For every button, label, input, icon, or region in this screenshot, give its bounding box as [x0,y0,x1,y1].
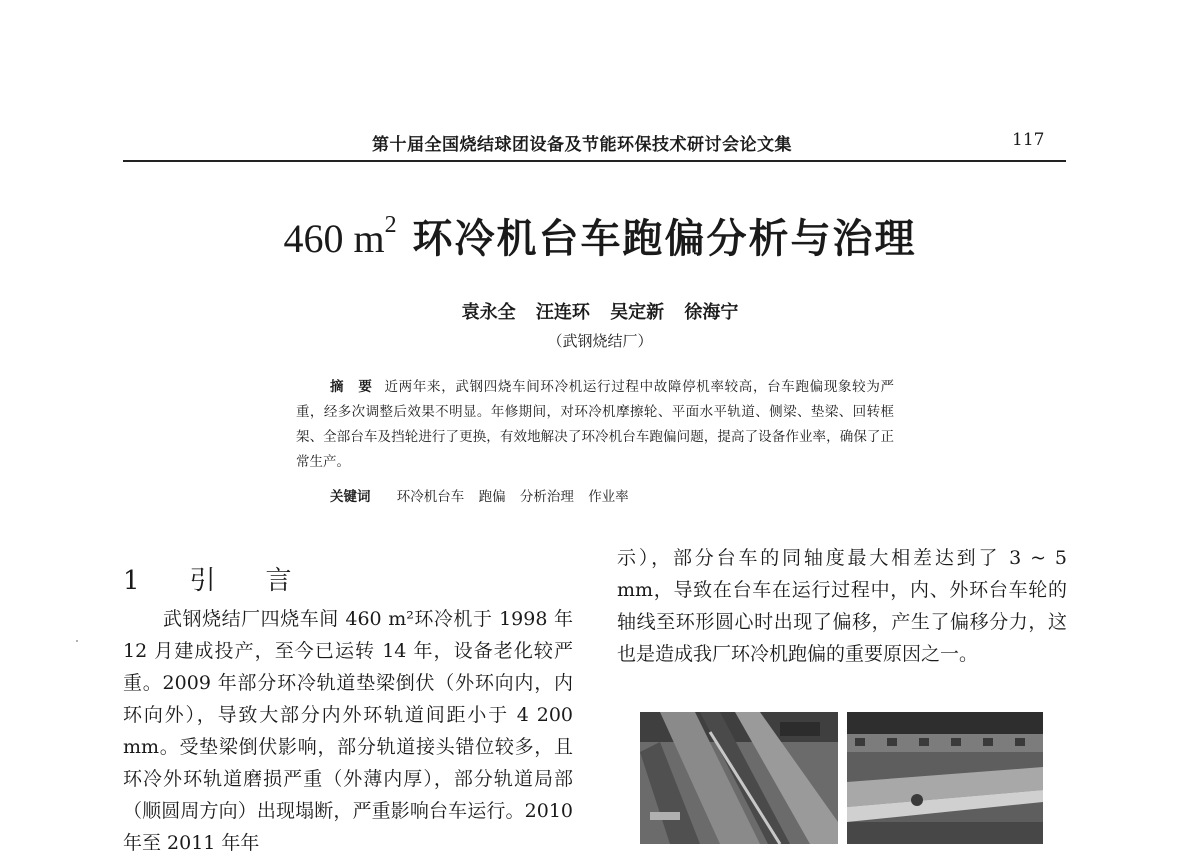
left-column-paragraph: 武钢烧结厂四烧车间 460 m²环冷机于 1998 年 12 月建成投产，至今已运转 14 年，设备老化较严重。2009 年部分环冷轨道垫梁倒伏（外环向内，内环向外），导致大部分内外环轨道间距小于 4 200 mm。受垫梁倒伏影响，部分轨道接头错位较多，且环冷外环轨道磨损严重（外薄内厚），部分轨道局部（顺圆周方向）出现塌断，严重影响台车运行。2010 年至 2011 年年 [123,608,573,854]
keyword: 环冷机台车 [396,489,465,505]
right-column-paragraph: 示），部分台车的同轴度最大相差达到了 3 ~ 5 mm，导致在台车在运行过程中，内、外环台车轮的轴线至环形圆心时出现了偏移，产生了偏移分力，这也是造成我厂环冷机跑偏的重要原因之一。 [617,547,1067,665]
author-name: 袁永全 [461,302,516,323]
author-name: 汪连环 [535,302,590,323]
header-rule [123,160,1066,162]
title-text: 环冷机台车跑偏分析与治理 [412,216,917,262]
keywords [330,485,629,505]
title-superscript: 2 [384,212,397,238]
figure-photo-right [847,712,1043,844]
author-name: 吴定新 [610,302,665,323]
keywords-label: 关键词 [330,489,371,505]
author-name: 徐海宁 [684,302,739,323]
affiliation: （武钢烧结厂） [547,332,653,350]
abstract-text: 近两年来，武钢四烧车间环冷机运行过程中故障停机率较高，台车跑偏现象较为严重，经多次调整后效果不明显。年修期间，对环冷机摩擦轮、平面水平轨道、侧梁、垫梁、回转框架、全部台车及挡轮进行了更换，有效地解决了环冷机台车跑偏问题，提高了设备作业率，确保了正常生产。 [296,379,895,470]
keyword: 分析治理 [519,489,574,505]
figure-photo-left [640,712,838,844]
rail-photo-right-image [847,712,1043,844]
rail-photo-left-image [640,712,838,844]
stray-mark [76,640,78,642]
page-number: 117 [1012,130,1045,150]
title-area-value: 460 m [283,216,385,261]
author-list [0,298,1200,324]
abstract [296,375,894,475]
section-heading: 1 引 言 [123,566,304,596]
running-head-title: 第十届全国烧结球团设备及节能环保技术研讨会论文集 [372,135,792,155]
keyword: 作业率 [588,489,629,505]
keyword: 跑偏 [478,489,506,505]
abstract-label: 摘 要 [330,379,373,395]
paper-title [0,207,1200,264]
